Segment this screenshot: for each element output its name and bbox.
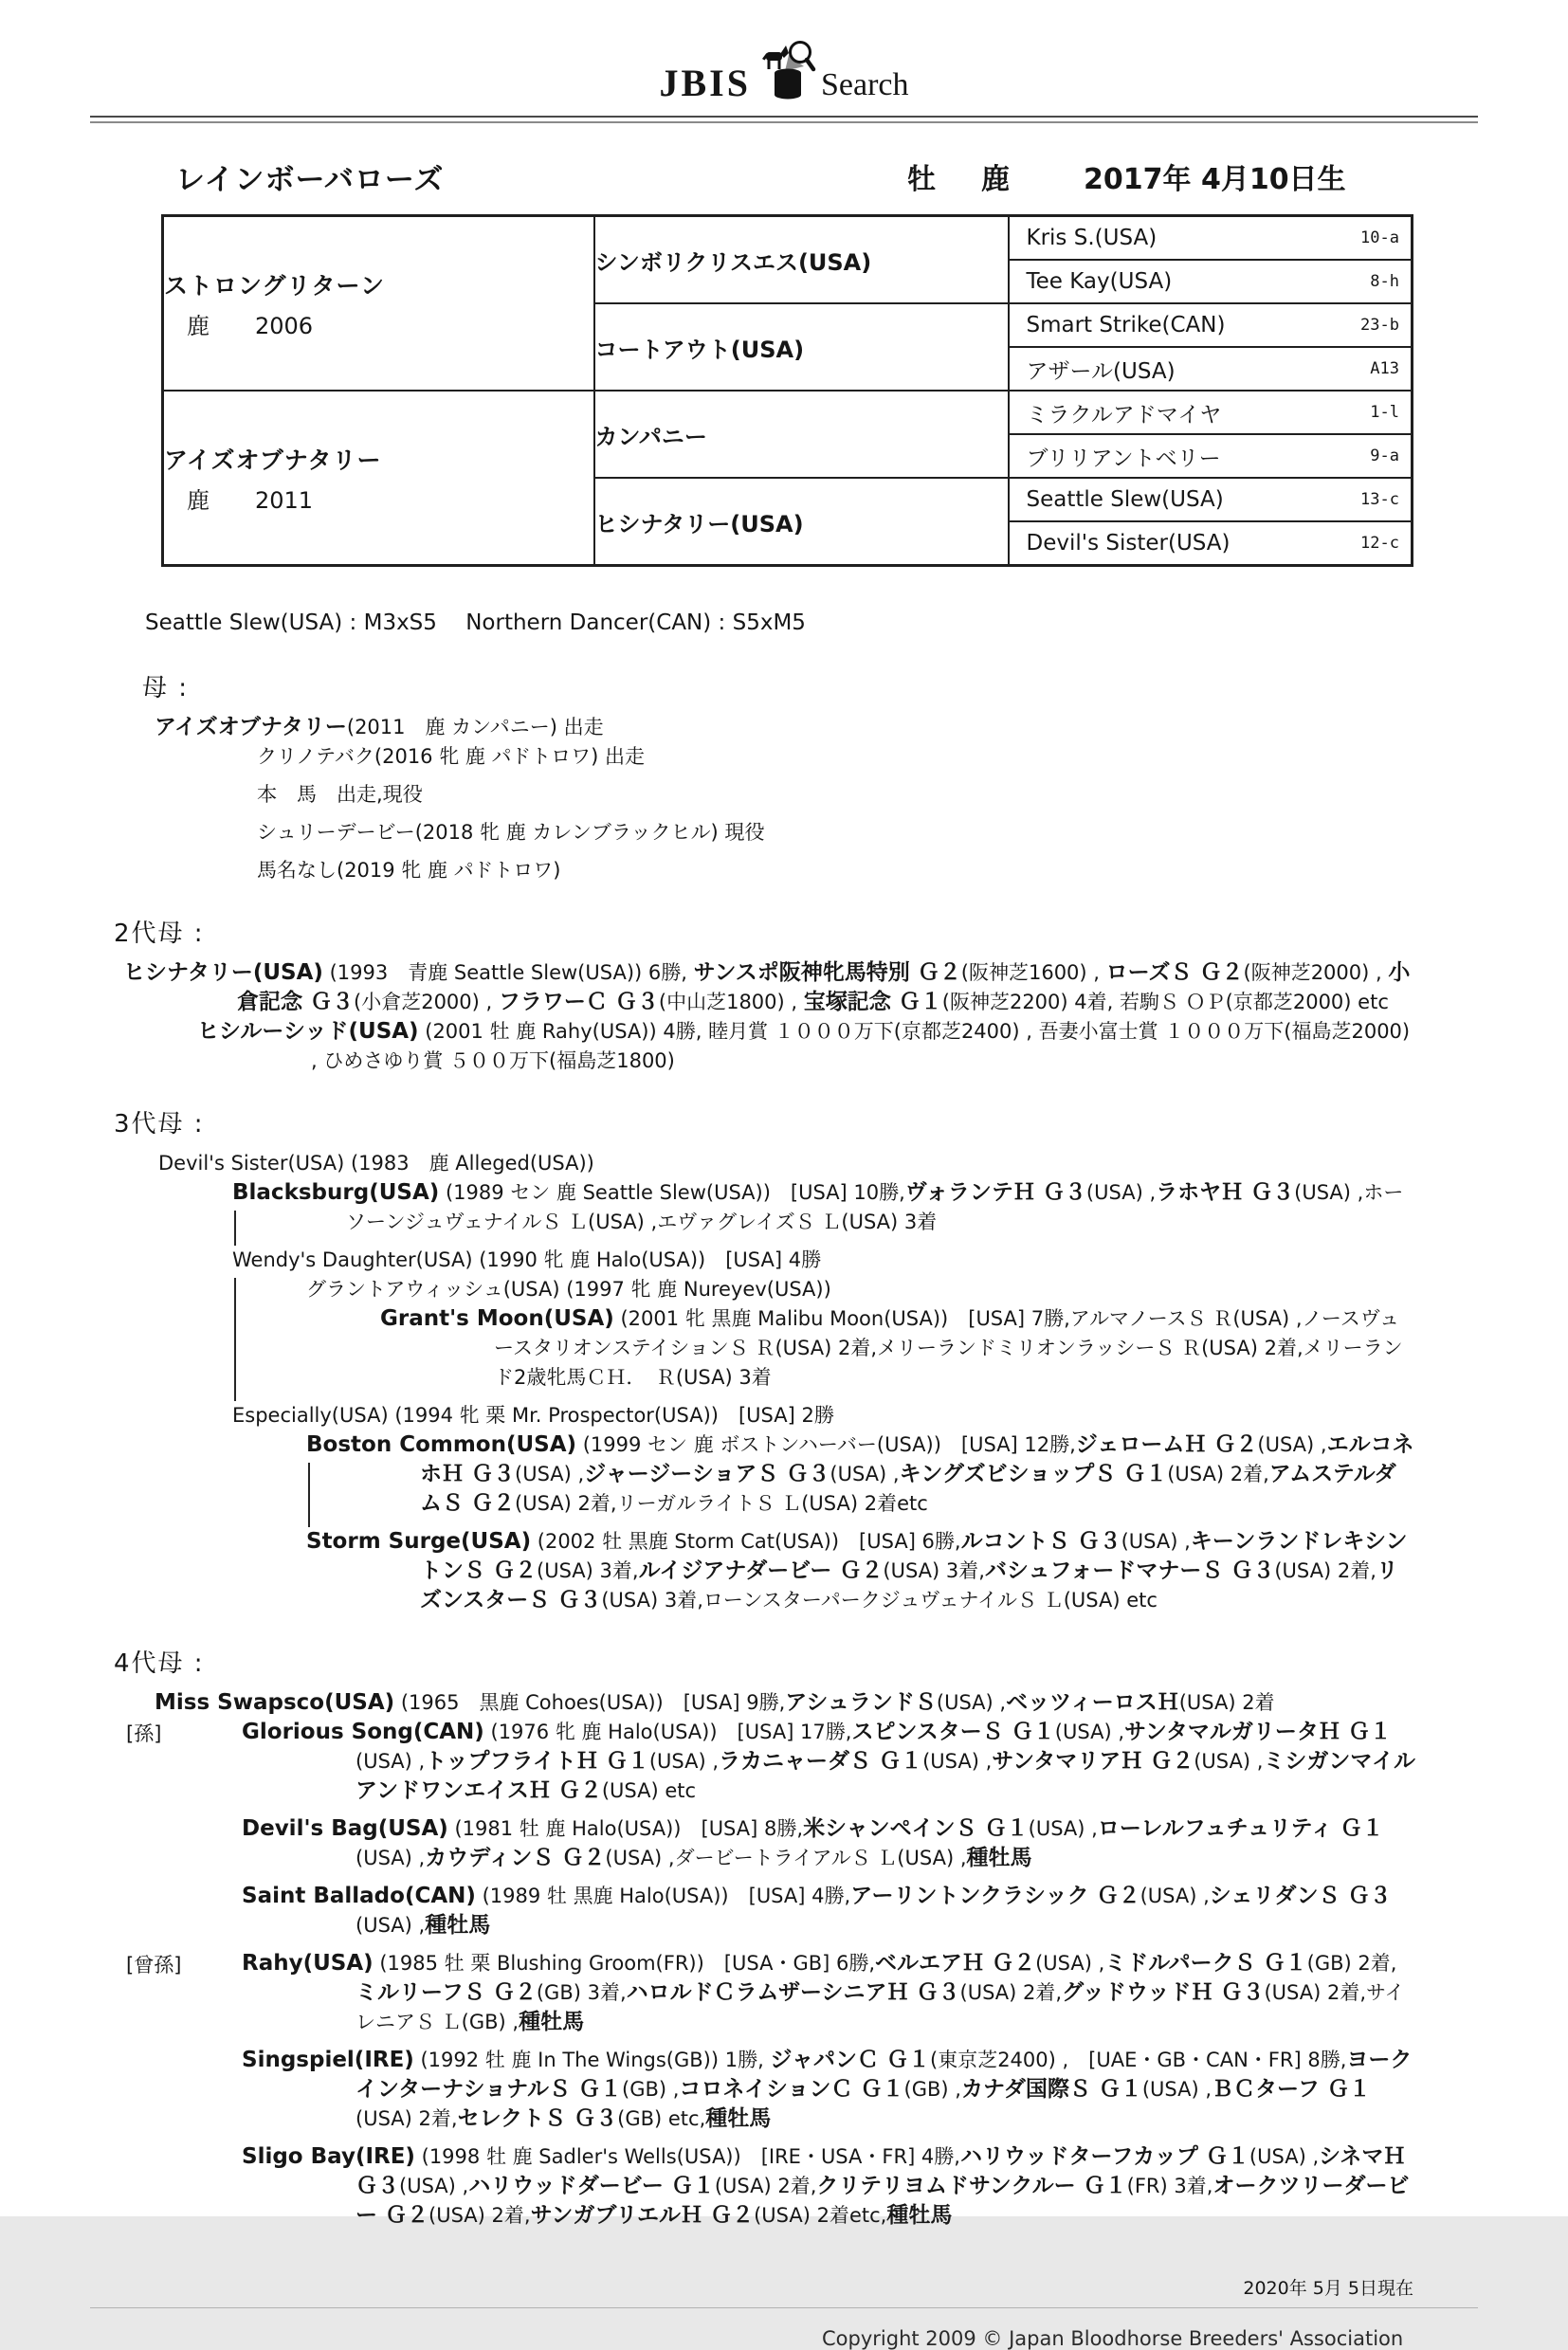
great-grandparent-cell [1009, 434, 1413, 478]
great-grandparent-cell [1009, 391, 1413, 434]
pedigree-entry [242, 2142, 1417, 2231]
great-grandparent-cell [1009, 303, 1413, 347]
family-number: 8-h [1370, 272, 1399, 291]
header-divider [90, 116, 1478, 123]
section-heading: 4代母 : [114, 1649, 205, 1678]
dam-dam-cell: ヒシナタリー(USA) [594, 478, 1009, 566]
pedigree-entry [257, 856, 1417, 885]
pedigree-entry [197, 1017, 1417, 1076]
great-grandparent-cell [1009, 216, 1413, 261]
family-number: A13 [1370, 359, 1399, 378]
pedigree-entry [306, 1527, 1417, 1615]
pedigree-entry [126, 1688, 1417, 2231]
entry-text: ヒシナタリー(USA) (1993 青鹿 Seattle Slew(USA)) 6勝, サンスポ阪神牝馬特別 Ｇ２(阪神芝1600) , ローズＳ Ｇ２(阪神芝2000) , 小倉記念 Ｇ３(小倉芝2000) , フラワーＣ Ｇ３(中山芝1800) , 宝塚記念 Ｇ１(阪神芝2200) 4着, 若駒Ｓ ＯＰ(京都芝2000) etc [123, 960, 1411, 1014]
ancestor-name: Seattle Slew(USA) [1026, 487, 1224, 512]
dam-cell [163, 391, 594, 566]
sire-name: ストロングリターン [164, 271, 386, 300]
entry-text: Grant's Moon(USA) (2001 牝 黒鹿 Malibu Moon(USA)) [USA] 7勝,アルマノースＳ Ｒ(USA) ,ノースヴュースタリオンステイションＳ Ｒ(USA) 2着,メリーランドミリオンラッシーＳ Ｒ(USA) 2着,メリーランド2歳牝馬ＣＨ． Ｒ(USA) 3着 [380, 1306, 1403, 1389]
relation-tag: [曾孫] [126, 1954, 182, 1977]
pedigree-entry [257, 742, 1417, 772]
entry-text: Blacksburg(USA) (1989 セン 鹿 Seattle Slew(USA)) [USA] 10勝,ヴォランテＨ Ｇ３(USA) ,ラホヤＨ Ｇ３(USA) ,ホーソーンジュヴェナイルＳ Ｌ(USA) ,エヴァグレイズＳ Ｌ(USA) 3着 [232, 1180, 1404, 1233]
family-number: 23-b [1360, 316, 1399, 335]
great-grandparent-cell [1009, 260, 1413, 303]
pedigree-entry [155, 713, 1417, 885]
relation-tag: [孫] [126, 1722, 162, 1745]
horse-magnifier-icon [760, 40, 815, 104]
pedigree-entry [126, 1949, 1417, 2037]
entry-text: 本 馬 出走,現役 [257, 783, 423, 806]
sex-label: 牡 [907, 163, 936, 196]
logo-text-search: Search [820, 67, 909, 103]
family-number: 9-a [1370, 446, 1399, 465]
copyright-notice: Copyright 2009 © Japan Bloodhorse Breeders' Association [822, 2327, 1404, 2350]
entry-text: Singspiel(IRE) (1992 牡 鹿 In The Wings(GB)) 1勝, ジャパンＣ Ｇ１(東京芝2400) , [UAE・GB・CAN・FR] 8勝,ヨークインターナショナルＳ Ｇ１(GB) ,コロネイションＣ Ｇ１(GB) ,カナダ国際Ｓ Ｇ１(USA) ,ＢＣターフ Ｇ１(USA) 2着,セレクトＳ Ｇ３(GB) etc,種牡馬 [242, 2048, 1413, 2131]
entry-text: ヒシルーシッド(USA) (2001 牡 鹿 Rahy(USA)) 4勝, 睦月賞 １０００万下(京都芝2400) , 吾妻小富士賞 １０００万下(福島芝2000) , ひめさゆり賞 ５００万下(福島芝1800) [197, 1019, 1411, 1072]
family-section [90, 1104, 1417, 1615]
entry-text: Saint Ballado(CAN) (1989 牡 黒鹿 Halo(USA)) [USA] 4勝,アーリントンクラシック Ｇ２(USA) ,シェリダンＳ Ｇ３(USA) ,種牡馬 [242, 1884, 1392, 1938]
entry-children [232, 1178, 1417, 1615]
sire-dam-cell: コートアウト(USA) [594, 303, 1009, 391]
family-number: 12-c [1360, 534, 1399, 553]
pedigree-entry [306, 1430, 1417, 1519]
section-entries [158, 1149, 1417, 1615]
entry-text: Especially(USA) (1994 牝 栗 Mr. Prospector(USA)) [USA] 2勝 [232, 1404, 834, 1427]
family-number: 10-a [1360, 228, 1399, 247]
logo-text-jbis: JBIS [659, 62, 751, 104]
pedigree-entry [126, 1718, 1417, 1806]
family-number: 13-c [1360, 490, 1399, 509]
family-section [90, 668, 1417, 885]
as-of-date: 2020年 5月 5日現在 [1243, 2278, 1413, 2299]
family-sections [90, 668, 1478, 2231]
entry-text: Devil's Sister(USA) (1983 鹿 Alleged(USA)) [158, 1152, 594, 1175]
entry-text: Glorious Song(CAN) (1976 牝 鹿 Halo(USA)) [USA] 17勝,スピンスターＳ Ｇ１(USA) ,サンタマルガリータＨ Ｇ１(USA) ,トップフライトＨ Ｇ１(USA) ,ラカニャーダＳ Ｇ１(USA) ,サンタマリアＨ Ｇ２(USA) ,ミシガンマイルアンドワンエイスＨ Ｇ２(USA) etc [242, 1720, 1415, 1803]
footer-divider [90, 2307, 1478, 2308]
ancestor-name: Kris S.(USA) [1026, 226, 1158, 250]
section-entries [155, 713, 1417, 885]
great-grandparent-cell [1009, 347, 1413, 391]
family-section [90, 914, 1417, 1076]
pedigree-entry [123, 958, 1417, 1076]
pedigree-entry [242, 2046, 1417, 2134]
inbreeding-note: Seattle Slew(USA) : M3xS5 Northern Dancer(CAN) : S5xM5 [145, 610, 806, 635]
pedigree-entry [257, 818, 1417, 847]
pedigree-entry [232, 1178, 1417, 1237]
section-heading: 2代母 : [114, 920, 205, 948]
dam-coat-year: 鹿 2011 [187, 486, 314, 514]
entry-text: Rahy(USA) (1985 牡 栗 Blushing Groom(FR)) [USA・GB] 6勝,ベルエアＨ Ｇ２(USA) ,ミドルパークＳ Ｇ１(GB) 2着,ミルリーフＳ Ｇ２(GB) 3着,ハロルドＣラムザーシニアＨ Ｇ３(USA) 2着,グッドウッドＨ Ｇ３(USA) 2着,サイレニアＳ Ｌ(GB) ,種牡馬 [242, 1951, 1405, 2034]
entry-text: 馬名なし(2019 牝 鹿 パドトロワ) [257, 859, 561, 882]
coat-label: 鹿 [981, 163, 1010, 196]
ancestor-name: Devil's Sister(USA) [1026, 531, 1231, 556]
ancestor-name: ミラクルアドマイヤ [1026, 402, 1222, 428]
pedigree-entry [242, 1814, 1417, 1873]
sex-coat-birthdate [907, 155, 1346, 197]
page-title-horse-name: レインボーバローズ [175, 163, 445, 197]
entry-text: クリノテバク(2016 牝 鹿 パドトロワ) 出走 [257, 745, 646, 768]
dam-sire-cell: カンパニー [594, 391, 1009, 478]
section-heading: 3代母 : [114, 1110, 205, 1139]
entry-text: Storm Surge(USA) (2002 牡 黒鹿 Storm Cat(USA)) [USA] 6勝,ルコントＳ Ｇ３(USA) ,キーンランドレキシントンＳ Ｇ２(USA) 3着,ルイジアナダービー Ｇ２(USA) 3着,バシュフォードマナーＳ Ｇ３(USA) 2着,リズンスターＳ Ｇ３(USA) 3着,ローンスターパークジュヴェナイルＳ Ｌ(USA) etc [306, 1529, 1408, 1612]
pedigree-entry [242, 1882, 1417, 1940]
ancestor-name: アザール(USA) [1026, 358, 1176, 384]
pedigree-entry [380, 1304, 1417, 1393]
pedigree-entry [158, 1149, 1417, 1615]
entry-children [380, 1304, 1417, 1393]
jbis-search-logo [90, 0, 1478, 102]
great-grandparent-cell [1009, 478, 1413, 521]
sire-sire-cell: シンボリクリスエス(USA) [594, 216, 1009, 304]
ancestor-name: ブリリアントベリー [1026, 446, 1221, 471]
entry-text: グラントアウィッシュ(USA) (1997 牝 鹿 Nureyev(USA)) [306, 1278, 831, 1301]
entry-children [126, 1718, 1417, 2231]
pedigree-entry [257, 780, 1417, 810]
entry-children [306, 1275, 1417, 1393]
section-entries [126, 1688, 1417, 2231]
title-row [90, 155, 1478, 201]
pedigree-entry [232, 1401, 1417, 1615]
ancestor-name: Smart Strike(CAN) [1026, 313, 1226, 337]
pedigree-entry [232, 1246, 1417, 1393]
entry-text: Wendy's Daughter(USA) (1990 牝 鹿 Halo(USA)) [USA] 4勝 [232, 1248, 822, 1271]
birthdate-label: 2017年 4月10日生 [1084, 163, 1346, 196]
entry-text: Boston Common(USA) (1999 セン 鹿 ボストンハーバー(USA)) [USA] 12勝,ジェロームＨ Ｇ２(USA) ,エルコネホＨ Ｇ３(USA) ,ジャージーショアＳ Ｇ３(USA) ,キングズビショップＳ Ｇ１(USA) 2着,アムステルダムＳ Ｇ２(USA) 2着,リーガルライトＳ Ｌ(USA) 2着etc [306, 1432, 1414, 1516]
entry-text: Devil's Bag(USA) (1981 牡 鹿 Halo(USA)) [USA] 8勝,米シャンペインＳ Ｇ１(USA) ,ローレルフュチュリティ Ｇ１(USA) ,カウディンＳ Ｇ２(USA) ,ダービートライアルＳ Ｌ(USA) ,種牡馬 [242, 1816, 1384, 1870]
entry-children [257, 742, 1417, 885]
entry-children [197, 1017, 1417, 1076]
ancestor-name: Tee Kay(USA) [1026, 269, 1173, 294]
pedigree-entry [306, 1275, 1417, 1393]
dam-name: アイズオブナタリー [164, 446, 382, 474]
section-heading: 母 : [142, 674, 190, 702]
sire-coat-year: 鹿 2006 [187, 312, 314, 339]
entry-children [306, 1430, 1417, 1615]
pedigree-table [161, 214, 1413, 567]
sire-cell [163, 216, 594, 392]
family-number: 1-l [1370, 403, 1399, 422]
entry-text: アイズオブナタリー(2011 鹿 カンパニー) 出走 [155, 715, 604, 739]
great-grandparent-cell [1009, 521, 1413, 566]
entry-text: シュリーデービー(2018 牝 鹿 カレンブラックヒル) 現役 [257, 821, 765, 844]
entry-text: Sligo Bay(IRE) (1998 牡 鹿 Sadler's Wells(USA)) [IRE・USA・FR] 4勝,ハリウッドターフカップ Ｇ１(USA) ,シネマＨ Ｇ３(USA) ,ハリウッドダービー Ｇ１(USA) 2着,クリテリヨムドサンクルー Ｇ１(FR) 3着,オークツリーダービー Ｇ２(USA) 2着,サンガブリエルＨ Ｇ２(USA) 2着etc,種牡馬 [242, 2144, 1410, 2228]
section-entries [123, 958, 1417, 1076]
entry-text: Miss Swapsco(USA) (1965 黒鹿 Cohoes(USA)) [USA] 9勝,アシュランドＳ(USA) ,ベッツィーロスＨ(USA) 2着 [155, 1690, 1275, 1715]
family-section [90, 1644, 1417, 2231]
